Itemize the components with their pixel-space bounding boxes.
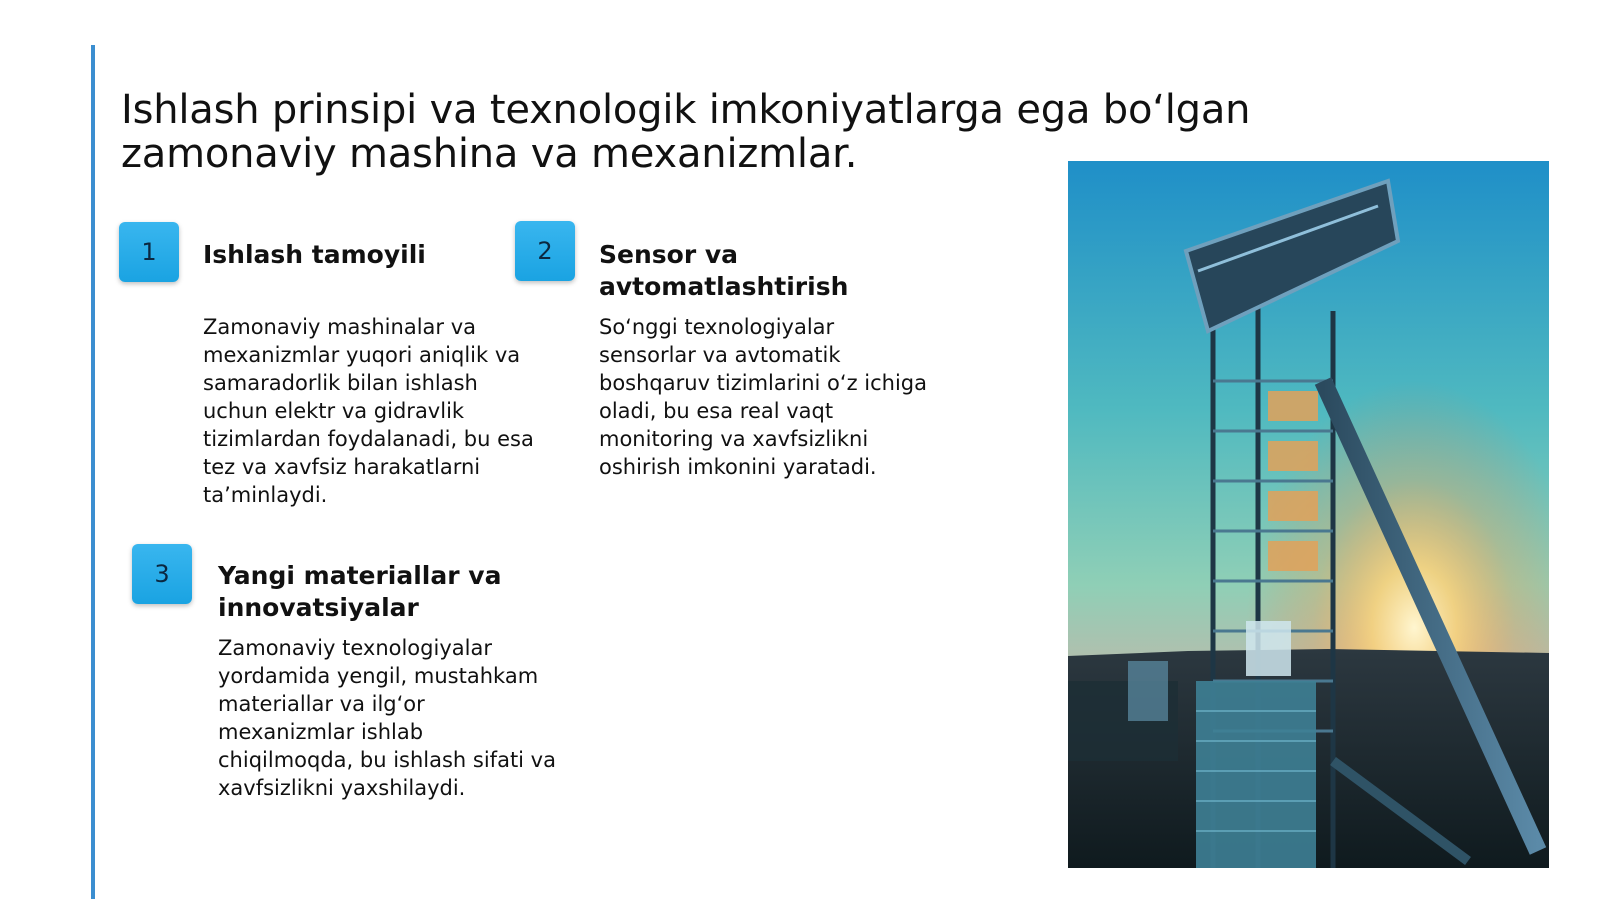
step-2-heading: Sensor va avtomatlashtirish xyxy=(599,240,849,301)
slide-title: Ishlash prinsipi va texnologik imkoniyatlarga ega bo‘lgan zamonaviy mashina va mexanizmlar. xyxy=(121,87,1251,177)
step-3-text: Zamonaviy texnologiyalar yordamida yengil, mustahkam materiallar va ilg‘or mexanizmlar ishlab chiqilmoqda, bu ishlash sifati va xavfsizlikni yaxshilaydi. xyxy=(218,636,556,800)
step-3-badge: 3 xyxy=(132,544,192,604)
step-1-text: Zamonaviy mashinalar va mexanizmlar yuqori aniqlik va samaradorlik bilan ishlash uchun elektr va gidravlik tizimlardan foydalanadi, bu esa tez va xavfsiz harakatlarni ta’minlaydi. xyxy=(203,315,534,507)
step-3-heading: Yangi materiallar va innovatsiyalar xyxy=(218,561,502,622)
step-2-badge: 2 xyxy=(515,221,575,281)
mine-headframe-photo xyxy=(1068,161,1549,868)
step-1-heading: Ishlash tamoyili xyxy=(203,240,426,269)
step-1-badge: 1 xyxy=(119,222,179,282)
left-accent-bar xyxy=(91,45,95,899)
step-2-text: So‘nggi texnologiyalar sensorlar va avtomatik boshqaruv tizimlarini o‘z ichiga oladi, bu esa real vaqt monitoring va xavfsizlikni oshirish imkonini yaratadi. xyxy=(599,315,927,479)
